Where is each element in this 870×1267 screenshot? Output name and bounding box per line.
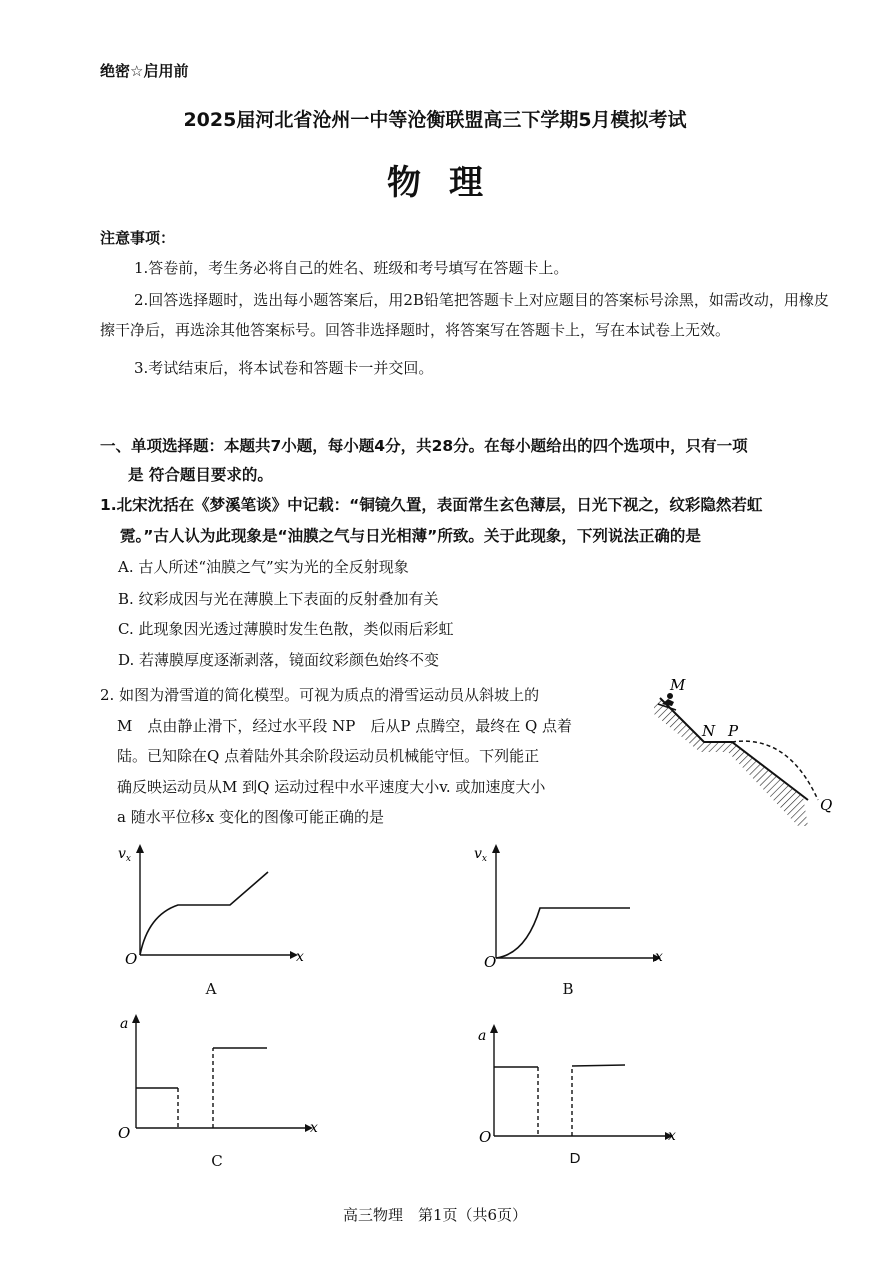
notice-item-2: 2.回答选择题时，选出每小题答案后，用2B铅笔把答题卡上对应题目的答案标号涂黑，如需改动，用橡皮擦干净后，再选涂其他答案标号。回答非选择题时，将答案写在答题卡上，写在本试卷上无效。 [100, 291, 829, 339]
graph-d [470, 1020, 685, 1145]
graph-c-y-label: a [120, 1016, 129, 1032]
section-heading [100, 432, 830, 490]
q2-line2: M 点由静止滑下，经过水平段 NP 后从P 点腾空，最终在 Q 点着 [117, 716, 573, 735]
graph-c-x-label: x [310, 1120, 318, 1136]
graph-d-label: D [569, 1150, 581, 1167]
q2-line3: 陆。已知除在Q 点着陆外其余阶段运动员机械能守恒。下列能正 [117, 747, 540, 765]
notice-item-1: 1.答卷前，考生务必将自己的姓名、班级和考号填写在答题卡上。 [134, 259, 569, 277]
point-p-label: P [728, 722, 739, 740]
graph-b-y-label: $v_x$ [474, 846, 487, 864]
q2-line5: a 随水平位移x 变化的图像可能正确的是 [117, 808, 384, 826]
section-heading-line2: 是 符合题目要求的。 [128, 466, 273, 484]
q1-option-a: A. 古人所述“油膜之气”实为光的全反射现象 [118, 558, 409, 576]
q1-line2: 霓。”古人认为此现象是“油膜之气与日光相薄”所致。关于此现象，下列说法正确的是 [120, 527, 701, 545]
graph-d-segment-2 [572, 1065, 625, 1066]
graph-b-label: B [562, 980, 574, 998]
graph-d-x-label: x [668, 1128, 676, 1144]
q1-option-c: C. 此现象因光透过薄膜时发生色散，类似雨后彩虹 [118, 620, 454, 638]
notice-item-3: 3.考试结束后，将本试卷和答题卡一并交回。 [134, 359, 434, 377]
q1-line1: 1.北宋沈括在《梦溪笔谈》中记载：“铜镜久置，表面常生玄色薄层，日光下视之，纹彩隐然若虹 [100, 496, 763, 514]
graph-d-origin: O [479, 1128, 492, 1145]
q2-line4: 确反映运动员从M 到Q 运动过程中水平速度大小v. 或加速度大小 [117, 777, 546, 796]
graph-d-y-label: a [478, 1028, 487, 1044]
graph-a-x-label: x [296, 949, 304, 965]
graph-a-label: A [205, 980, 217, 998]
graph-a [110, 840, 310, 970]
graph-b-curve [496, 908, 630, 958]
subject-title: 物理 [387, 163, 511, 203]
y-axis-arrow [132, 1014, 140, 1023]
question-2-stem [100, 680, 640, 833]
graph-c-origin: O [118, 1124, 131, 1142]
y-axis-arrow [136, 844, 144, 853]
exam-title: 2025届河北省沧州一中等沧衡联盟高三下学期5月模拟考试 [183, 109, 687, 131]
ski-slope-figure [648, 678, 838, 828]
graph-a-curve [140, 872, 268, 955]
notice-heading: 注意事项： [100, 229, 176, 247]
q2-line1: 2. 如图为滑雪道的简化模型。可视为质点的滑雪运动员从斜坡上的 [100, 686, 540, 704]
y-axis-arrow [490, 1024, 498, 1033]
graph-b [468, 840, 673, 970]
slope-hatching [654, 698, 808, 826]
graph-c [110, 1008, 325, 1148]
graph-b-origin: O [484, 953, 497, 970]
question-1-stem [100, 490, 835, 552]
point-n-label: N [702, 722, 716, 740]
q1-option-b: B. 纹彩成因与光在薄膜上下表面的反射叠加有关 [118, 590, 439, 608]
secret-label: 绝密☆启用前 [100, 62, 189, 80]
page-footer: 高三物理 第1页（共6页） [342, 1206, 528, 1224]
q1-option-d: D. 若薄膜厚度逐渐剥落，镜面纹彩颜色始终不变 [118, 651, 440, 669]
point-m-label: M [670, 678, 686, 694]
graph-b-x-label: x [655, 949, 663, 965]
section-heading-line1: 一、单项选择题：本题共7小题，每小题4分，共28分。在每小题给出的四个选项中，只有一项 [100, 437, 748, 455]
point-q-label: Q [820, 796, 833, 814]
graph-c-label: C [211, 1152, 223, 1170]
graph-a-origin: O [125, 950, 138, 968]
y-axis-arrow [492, 844, 500, 853]
graph-a-y-label: $v_x$ [118, 846, 131, 864]
notice-list [100, 253, 832, 383]
